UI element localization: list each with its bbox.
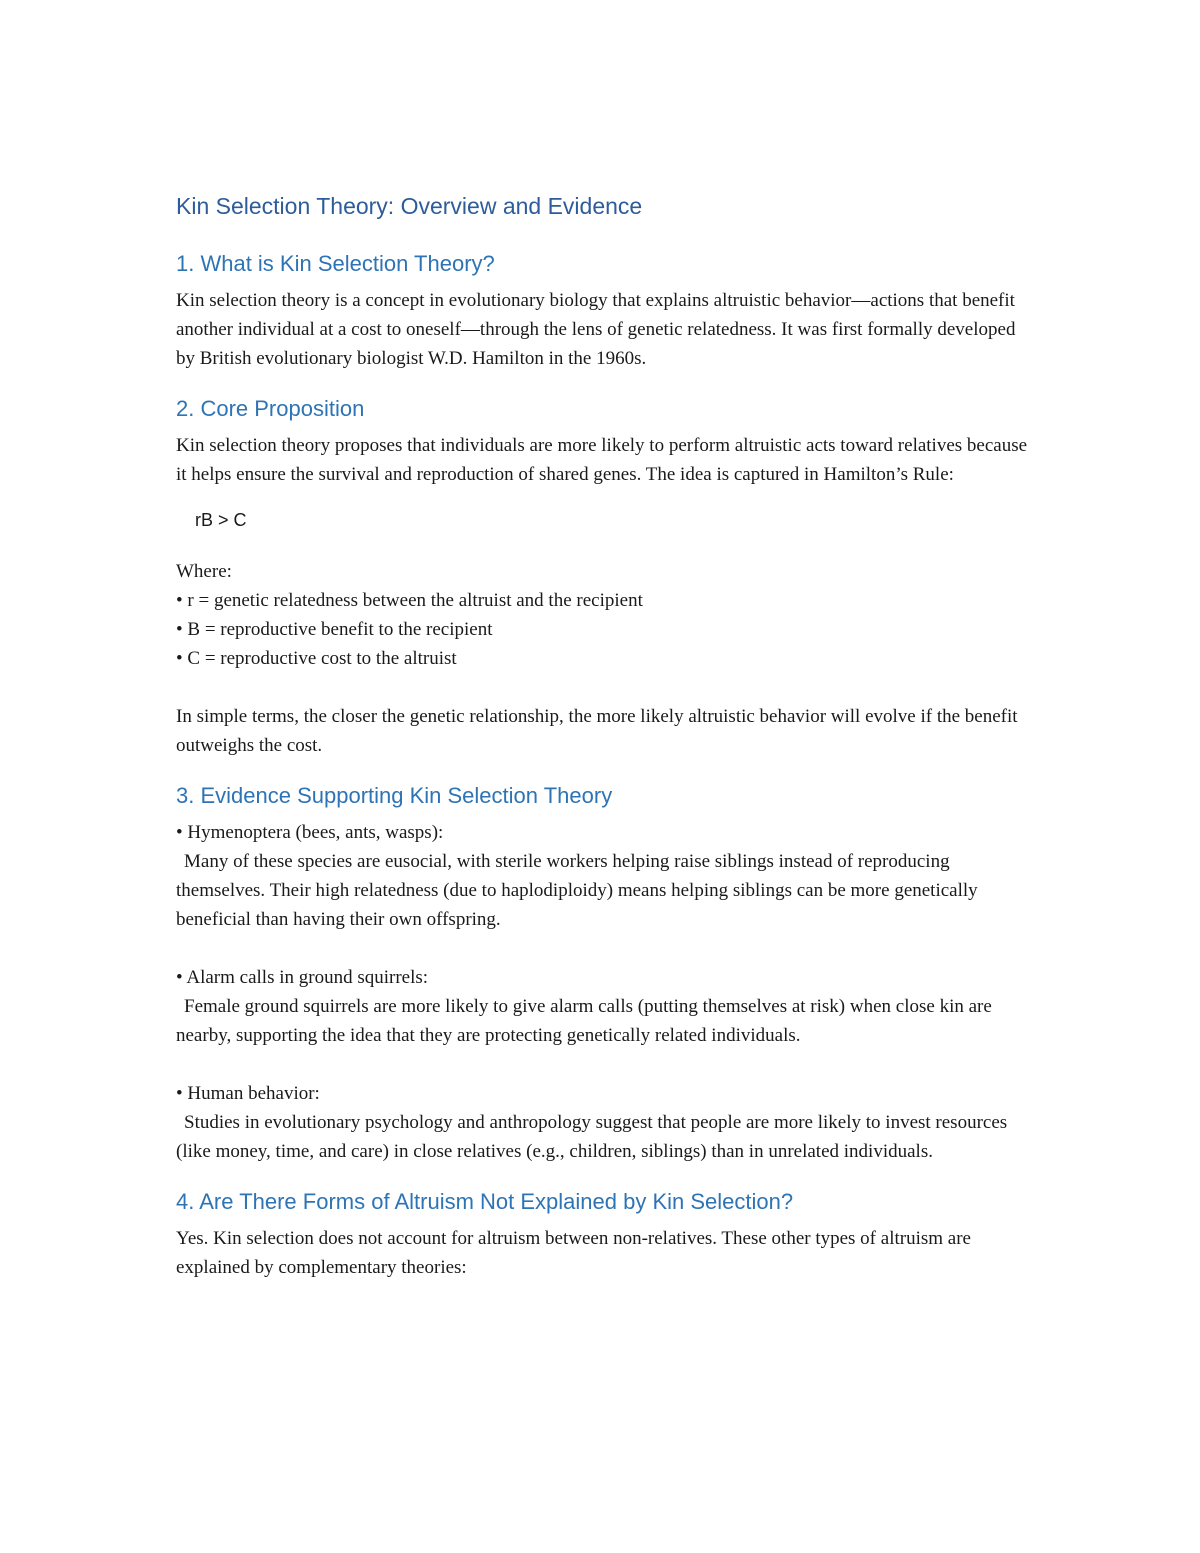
document-title: Kin Selection Theory: Overview and Evidence: [176, 193, 643, 219]
spacer: [176, 934, 1036, 963]
evidence-text-squirrels-content: Female ground squirrels are more likely to give alarm calls (putting themselves at risk) when close kin are nearby, supporting the idea that they are protecting genetically related individuals.: [176, 996, 992, 1046]
evidence-text-hymenoptera-content: Many of these species are eusocial, with sterile workers helping raise siblings instead of reproducing themselves. Their high relatedness (due to haplodiploidy) means helping siblings can be more genetically beneficial than having their own offspring.: [176, 851, 978, 930]
evidence-text-squirrels: [176, 992, 1036, 1050]
bullet-c: • C = reproductive cost to the altruist: [176, 648, 457, 669]
section-heading-3: 3. Evidence Supporting Kin Selection Theory: [176, 783, 613, 808]
section-heading-1: 1. What is Kin Selection Theory?: [176, 251, 495, 276]
spacer: [176, 673, 1036, 702]
bullet-b: • B = reproductive benefit to the recipient: [176, 619, 493, 640]
section-2-summary: In simple terms, the closer the genetic relationship, the more likely altruistic behavior will evolve if the benefit outweighs the cost.: [176, 706, 1018, 756]
evidence-label-human: • Human behavior:: [176, 1083, 320, 1104]
bullet-r: • r = genetic relatedness between the altruist and the recipient: [176, 590, 643, 611]
section-2-paragraph: Kin selection theory proposes that individuals are more likely to perform altruistic acts toward relatives because it helps ensure the survival and reproduction of shared genes. The idea is captured in Hamilton’s Rule:: [176, 435, 1028, 485]
evidence-text-hymenoptera: [176, 847, 1036, 934]
section-heading-2: 2. Core Proposition: [176, 396, 365, 421]
evidence-text-human-content: Studies in evolutionary psychology and anthropology suggest that people are more likely to invest resources (like money, time, and care) in close relatives (e.g., children, siblings) than in unrelated individuals.: [176, 1112, 1008, 1162]
section-heading-4: 4. Are There Forms of Altruism Not Explained by Kin Selection?: [176, 1189, 794, 1214]
evidence-label-hymenoptera: • Hymenoptera (bees, ants, wasps):: [176, 822, 444, 843]
section-4-paragraph: Yes. Kin selection does not account for altruism between non-relatives. These other types of altruism are explained by complementary theories:: [176, 1228, 971, 1278]
where-label: Where:: [176, 561, 232, 582]
spacer: [176, 1050, 1036, 1079]
document-page: [176, 190, 1036, 1282]
section-1-paragraph: Kin selection theory is a concept in evolutionary biology that explains altruistic behavior—actions that benefit another individual at a cost to oneself—through the lens of genetic relatedness. It was first formally developed by British evolutionary biologist W.D. Hamilton in the 1960s.: [176, 290, 1016, 369]
evidence-text-human: [176, 1108, 1036, 1166]
evidence-label-squirrels: • Alarm calls in ground squirrels:: [176, 967, 429, 988]
hamiltons-rule-formula: rB > C: [195, 510, 247, 530]
